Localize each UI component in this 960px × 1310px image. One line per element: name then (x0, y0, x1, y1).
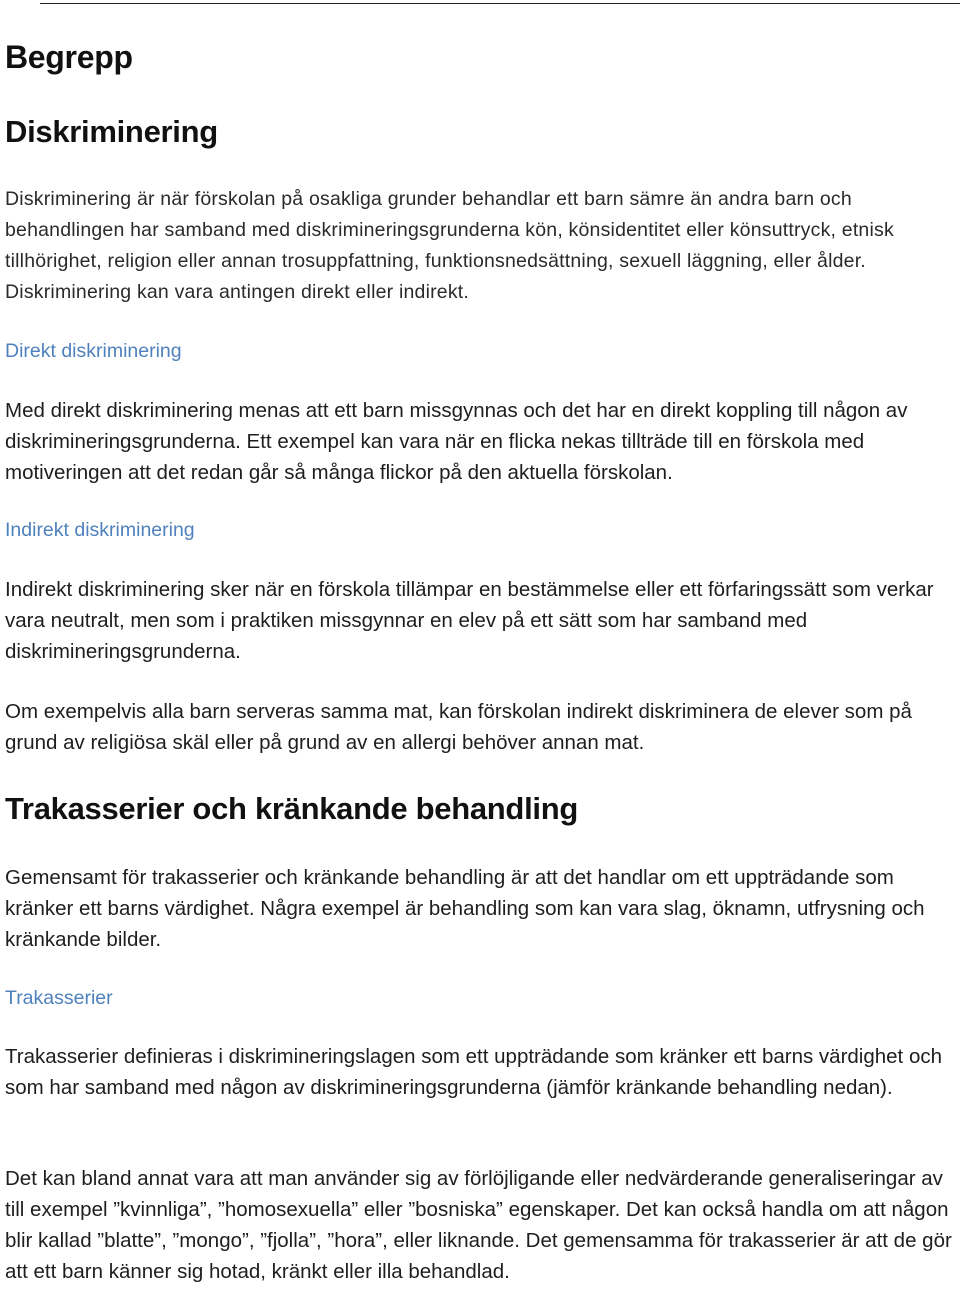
intro-paragraph: Diskriminering är när förskolan på osakliga grunder behandlar ett barn sämre än andra barn och behandlingen har samband med diskrimineringsgrunderna kön, könsidentitet eller könsuttryck, etnisk tillhörighet, religion eller annan trosuppfattning, funktionsnedsättning, sexuell läggning, eller ålder. Diskriminering kan vara antingen direkt eller indirekt. (5, 188, 894, 303)
heading-trakasserier-och-krankande-behandling: Trakasserier och kränkande behandling (5, 791, 578, 826)
top-border-line (40, 3, 960, 4)
paragraph-trakasserier-2: Det kan bland annat vara att man använder sig av förlöjligande eller nedvärderande generaliseringar av till exempel ”kvinnliga”, ”homosexuella” eller ”bosniska” egenskaper. Det kan också handla om att någon blir kallad ”blatte”, ”mongo”, ”fjolla”, ”hora”, eller liknande. Det gemensamma för trakasserier är att de gör att ett barn känner sig hotad, kränkt eller illa behandlad. (5, 1167, 952, 1283)
paragraph-gemensamt: Gemensamt för trakasserier och kränkande behandling är att det handlar om ett uppträdande som kränker ett barns värdighet. Några exempel är behandling som kan vara slag, öknamn, utfrysning och kränkande bilder. (5, 866, 925, 951)
paragraph-indirekt-diskriminering-1: Indirekt diskriminering sker när en förskola tillämpar en bestämmelse eller ett förfaringssätt som verkar vara neutralt, men som i praktiken missgynnar en elev på ett sätt som har samband med diskrimineringsgrunderna. (5, 578, 934, 663)
heading-begrepp: Begrepp (5, 39, 133, 75)
heading-diskriminering: Diskriminering (5, 114, 218, 149)
subheading-trakasserier: Trakasserier (5, 987, 113, 1009)
subheading-indirekt-diskriminering: Indirekt diskriminering (5, 519, 195, 541)
paragraph-indirekt-diskriminering-2: Om exempelvis alla barn serveras samma mat, kan förskolan indirekt diskriminera de elever som på grund av religiösa skäl eller på grund av en allergi behöver annan mat. (5, 700, 912, 754)
subheading-direkt-diskriminering: Direkt diskriminering (5, 340, 182, 362)
paragraph-direkt-diskriminering: Med direkt diskriminering menas att ett barn missgynnas och det har en direkt koppling till någon av diskrimineringsgrunderna. Ett exempel kan vara när en flicka nekas tillträde till en förskola med motiveringen att det redan går så många flickor på den aktuella förskolan. (5, 399, 908, 484)
paragraph-trakasserier-1: Trakasserier definieras i diskrimineringslagen som ett uppträdande som kränker ett barns värdighet och som har samband med någon av diskrimineringsgrunderna (jämför kränkande behandling nedan). (5, 1045, 942, 1099)
